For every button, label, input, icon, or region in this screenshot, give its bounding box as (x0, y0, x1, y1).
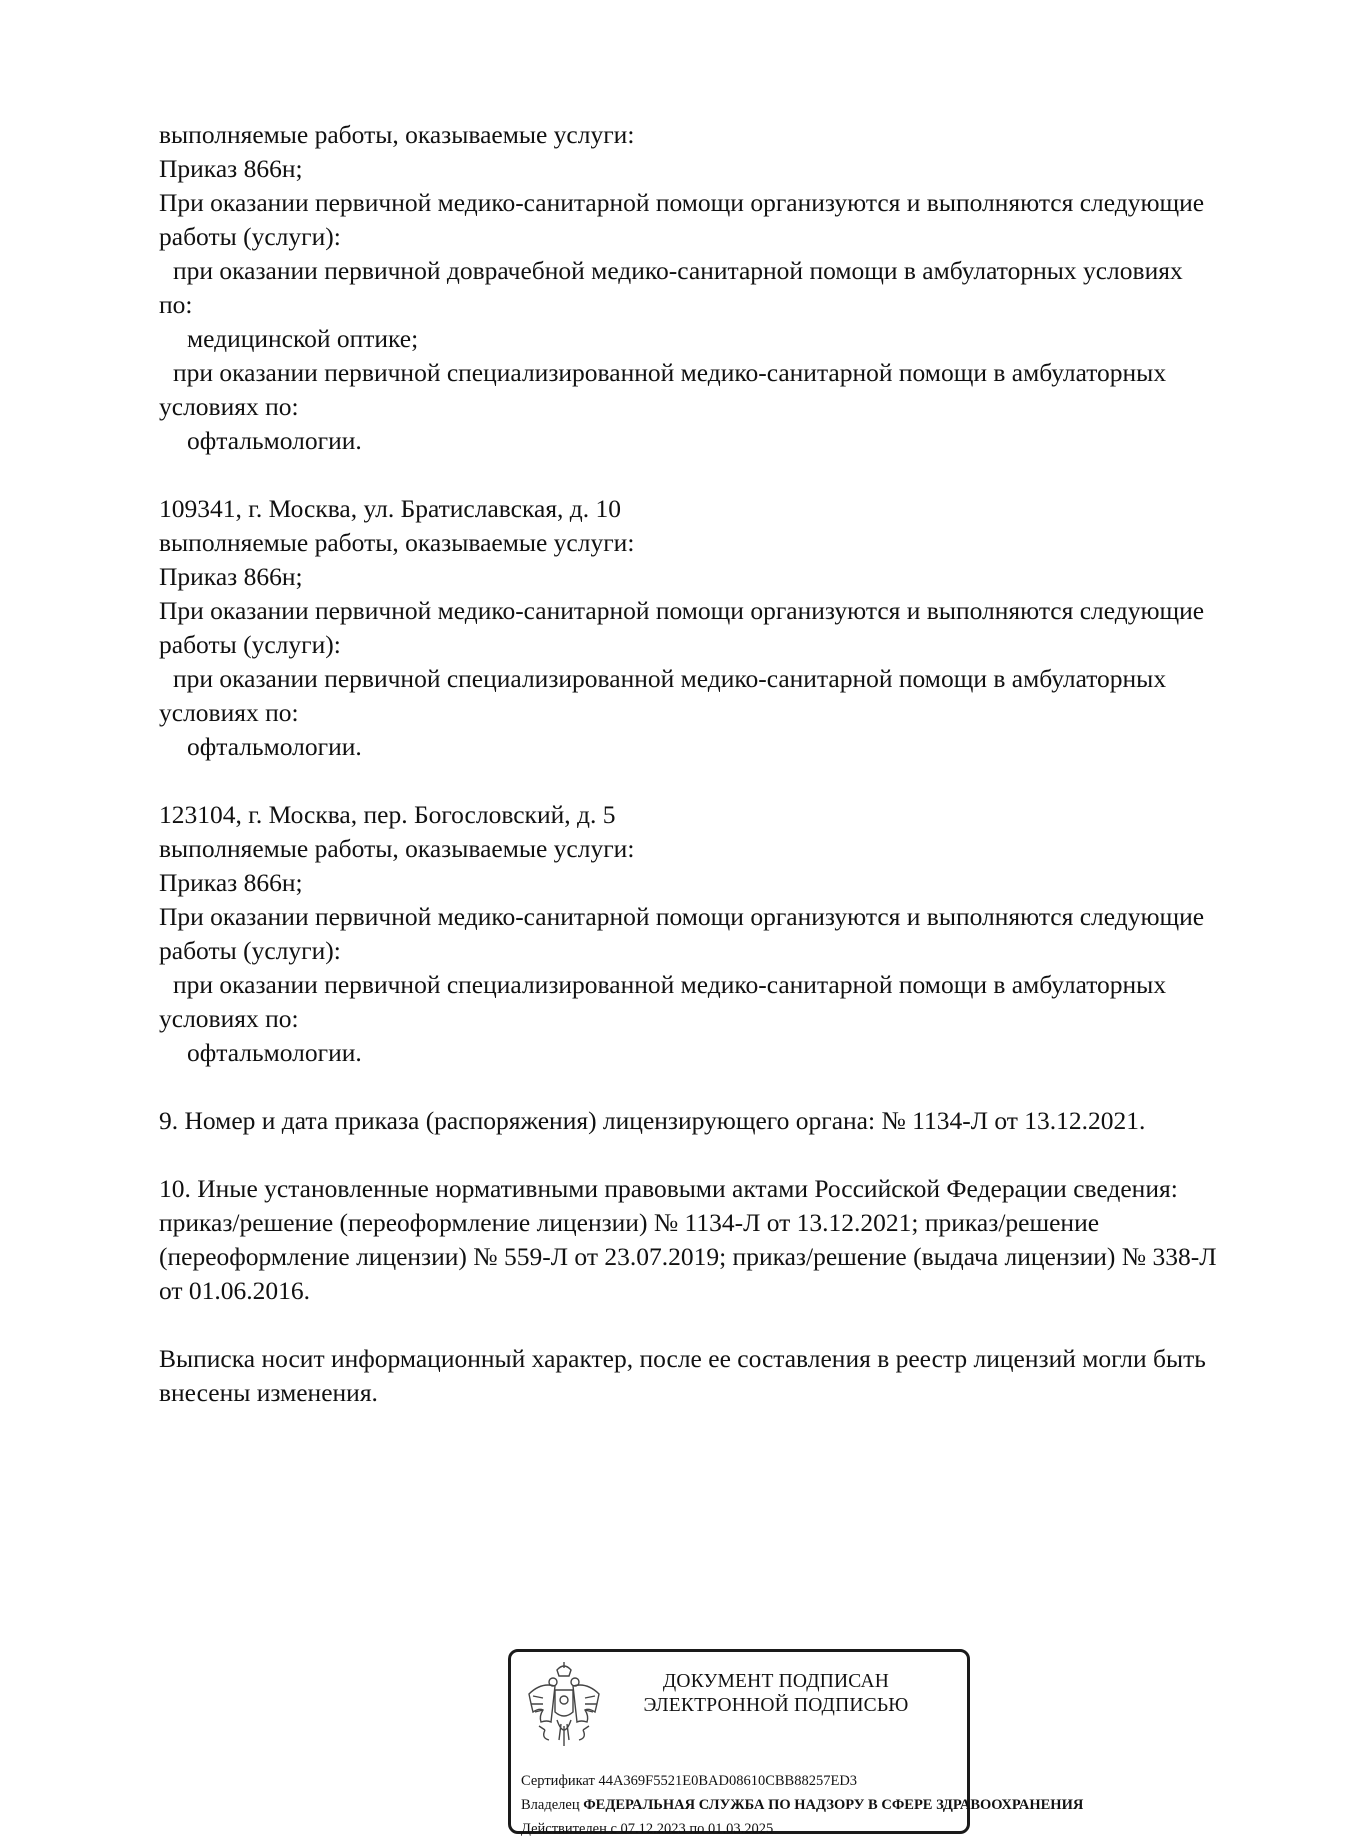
text-line: работы (услуги): (159, 222, 341, 251)
document-body (159, 118, 1319, 1410)
text-line: приказ/решение (переоформление лицензии) № 1134-Л от 13.12.2021; приказ/решение (159, 1208, 1100, 1237)
spacer (159, 458, 1319, 492)
text-line: при оказании первичной специализированной медико-санитарной помощи в амбулаторных (173, 664, 1167, 693)
stamp-title-line: ДОКУМЕНТ ПОДПИСАН (662, 1671, 890, 1692)
validity-row: Действителен с 07.12.2023 по 01.03.2025 (521, 1821, 774, 1837)
coat-of-arms-icon (525, 1660, 603, 1754)
owner-row (521, 1796, 1083, 1814)
text-line: При оказании первичной медико-санитарной помощи организуются и выполняются следующие (159, 596, 1205, 625)
text-line: от 01.06.2016. (159, 1276, 311, 1305)
text-line: Выписка носит информационный характер, после ее составления в реестр лицензий могли быть (159, 1344, 1206, 1373)
certificate-label: Сертификат (521, 1773, 595, 1789)
text-line: (переоформление лицензии) № 559-Л от 23.07.2019; приказ/решение (выдача лицензии) № 338-Л (159, 1242, 1217, 1271)
other-info-item (159, 1172, 1319, 1308)
text-line: медицинской оптике; (187, 324, 419, 353)
text-line: внесены изменения. (159, 1378, 378, 1407)
text-line: при оказании первичной специализированной медико-санитарной помощи в амбулаторных (173, 358, 1167, 387)
electronic-signature-stamp (508, 1649, 1084, 1837)
address-line: 109341, г. Москва, ул. Братиславская, д. 10 (159, 494, 622, 523)
text-line: Приказ 866н; (159, 154, 303, 183)
text-line: офтальмологии. (187, 732, 362, 761)
spacer (159, 1138, 1319, 1172)
text-line: при оказании первичной специализированной медико-санитарной помощи в амбулаторных (173, 970, 1167, 999)
spacer (159, 1308, 1319, 1342)
text-line: офтальмологии. (187, 426, 362, 455)
text-line: по: (159, 290, 193, 319)
stamp-title-line: ЭЛЕКТРОННОЙ ПОДПИСЬЮ (643, 1695, 909, 1716)
text-line: условиях по: (159, 698, 299, 727)
text-line: условиях по: (159, 1004, 299, 1033)
text-line: При оказании первичной медико-санитарной помощи организуются и выполняются следующие (159, 188, 1205, 217)
stamp-title (611, 1670, 941, 1718)
spacer (159, 764, 1319, 798)
order-number-item: 9. Номер и дата приказа (распоряжения) лицензирующего органа: № 1134-Л от 13.12.2021. (159, 1106, 1146, 1135)
text-line: Приказ 866н; (159, 562, 303, 591)
address-block (159, 798, 1319, 1070)
certificate-value: 44A369F5521E0BAD08610CBB88257ED3 (598, 1773, 858, 1789)
text-line: выполняемые работы, оказываемые услуги: (159, 120, 635, 149)
owner-value: ФЕДЕРАЛЬНАЯ СЛУЖБА ПО НАДЗОРУ В СФЕРЕ ЗДРАВООХРАНЕНИЯ (583, 1797, 1084, 1813)
intro-block (159, 118, 1319, 458)
text-line: работы (услуги): (159, 630, 341, 659)
spacer (159, 1070, 1319, 1104)
text-line: при оказании первичной доврачебной медико-санитарной помощи в амбулаторных условиях (173, 256, 1183, 285)
text-line: офтальмологии. (187, 1038, 362, 1067)
address-block (159, 492, 1319, 764)
text-line: выполняемые работы, оказываемые услуги: (159, 528, 635, 557)
text-line: При оказании первичной медико-санитарной помощи организуются и выполняются следующие (159, 902, 1205, 931)
text-line: 10. Иные установленные нормативными правовыми актами Российской Федерации сведения: (159, 1174, 1178, 1203)
text-line: работы (услуги): (159, 936, 341, 965)
text-line: выполняемые работы, оказываемые услуги: (159, 834, 635, 863)
text-line: условиях по: (159, 392, 299, 421)
certificate-row (521, 1772, 857, 1790)
owner-label: Владелец (521, 1797, 580, 1813)
text-line: Приказ 866н; (159, 868, 303, 897)
disclaimer (159, 1342, 1319, 1410)
address-line: 123104, г. Москва, пер. Богословский, д. 5 (159, 800, 616, 829)
